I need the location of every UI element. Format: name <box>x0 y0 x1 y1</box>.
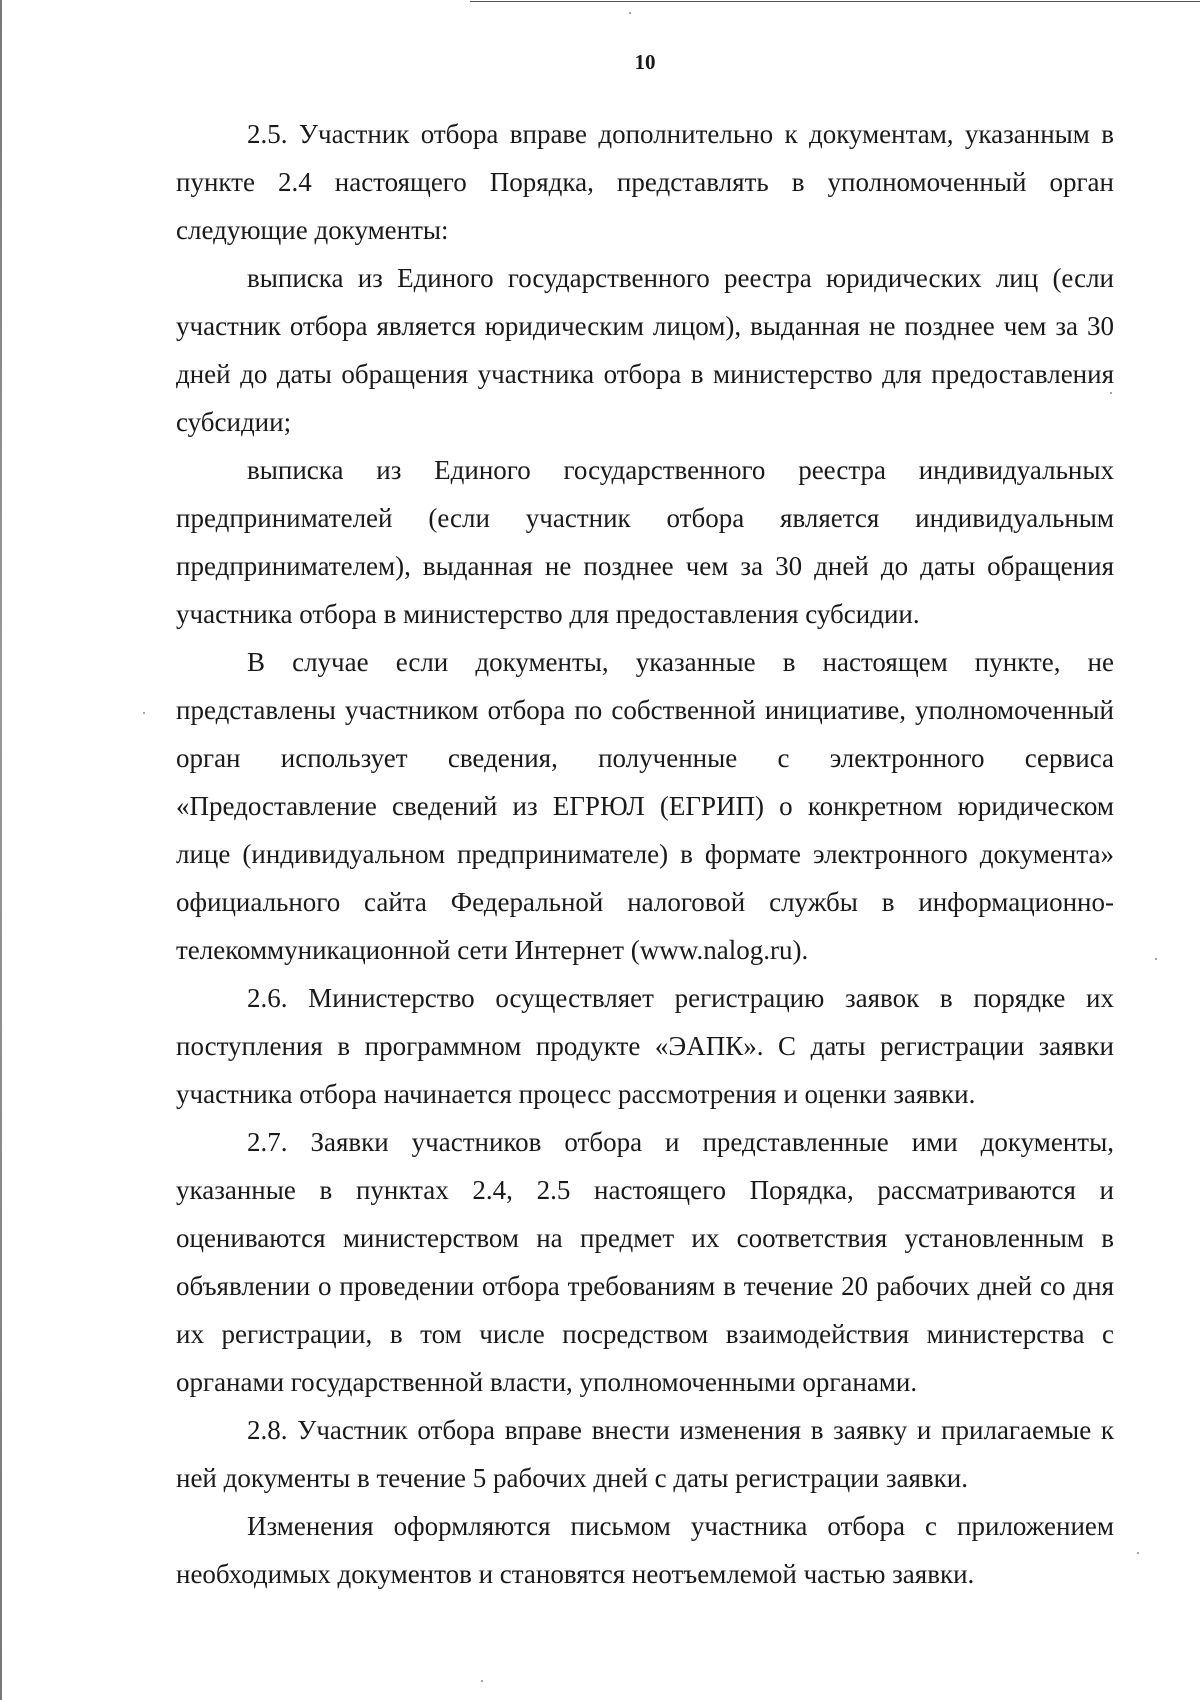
paragraph-2-7: 2.7. Заявки участников отбора и представленные ими документы, указанные в пунктах 2.4, 2.5 настоящего Порядка, рассматриваются и оцениваются министерством на предмет их соответствия установленным в объявлении о проведении отбора требованиям в течение 20 рабочих дней со дня их регистрации, в том числе посредством взаимодействия министерства с органами государственной власти, уполномоченными органами. <box>176 1127 1114 1397</box>
paragraph-changes: Изменения оформляются письмом участника отбора с приложением необходимых документов и становятся неотъемлемой частью заявки. <box>176 1511 1114 1589</box>
scan-speck <box>143 712 145 714</box>
paragraph-egrul-extract: выписка из Единого государственного реестра юридических лиц (если участник отбора является юридическим лицом), выданная не позднее чем за 30 дней до даты обращения участника отбора в министерство для предоставления субсидии; <box>176 263 1114 437</box>
scan-edge <box>0 0 2 1700</box>
paragraph-2-8: 2.8. Участник отбора вправе внести изменения в заявку и прилагаемые к ней документы в течение 5 рабочих дней с даты регистрации заявки. <box>176 1415 1114 1493</box>
document-body <box>176 110 1114 1598</box>
scan-speck <box>629 12 631 14</box>
paragraph-not-submitted-case: В случае если документы, указанные в настоящем пункте, не представлены участником отбора по собственной инициативе, уполномоченный орган использует сведения, полученные с электронного сервиса «Предоставление сведений из ЕГРЮЛ (ЕГРИП) о конкретном юридическом лице (индивидуальном предпринимателе) в формате электронного документа» официального сайта Федеральной налоговой службы в информационно-телекоммуникационной сети Интернет (www.nalog.ru). <box>176 647 1114 965</box>
paragraph-2-6: 2.6. Министерство осуществляет регистрацию заявок в порядке их поступления в программном продукте «ЭАПК». С даты регистрации заявки участника отбора начинается процесс рассмотрения и оценки заявки. <box>176 983 1114 1109</box>
paragraph-2-5: 2.5. Участник отбора вправе дополнительно к документам, указанным в пункте 2.4 настоящего Порядка, представлять в уполномоченный орган следующие документы: <box>176 119 1114 245</box>
scan-speck <box>1137 1552 1139 1554</box>
scan-speck <box>1155 958 1157 960</box>
page-number: 10 <box>634 50 656 74</box>
scan-speck <box>1110 392 1112 394</box>
scan-top-line <box>470 1 1200 2</box>
paragraph-egrip-extract: выписка из Единого государственного реестра индивидуальных предпринимателей (если участник отбора является индивидуальным предпринимателем), выданная не позднее чем за 30 дней до даты обращения участника отбора в министерство для предоставления субсидии. <box>176 455 1114 629</box>
scan-speck <box>481 1680 483 1682</box>
